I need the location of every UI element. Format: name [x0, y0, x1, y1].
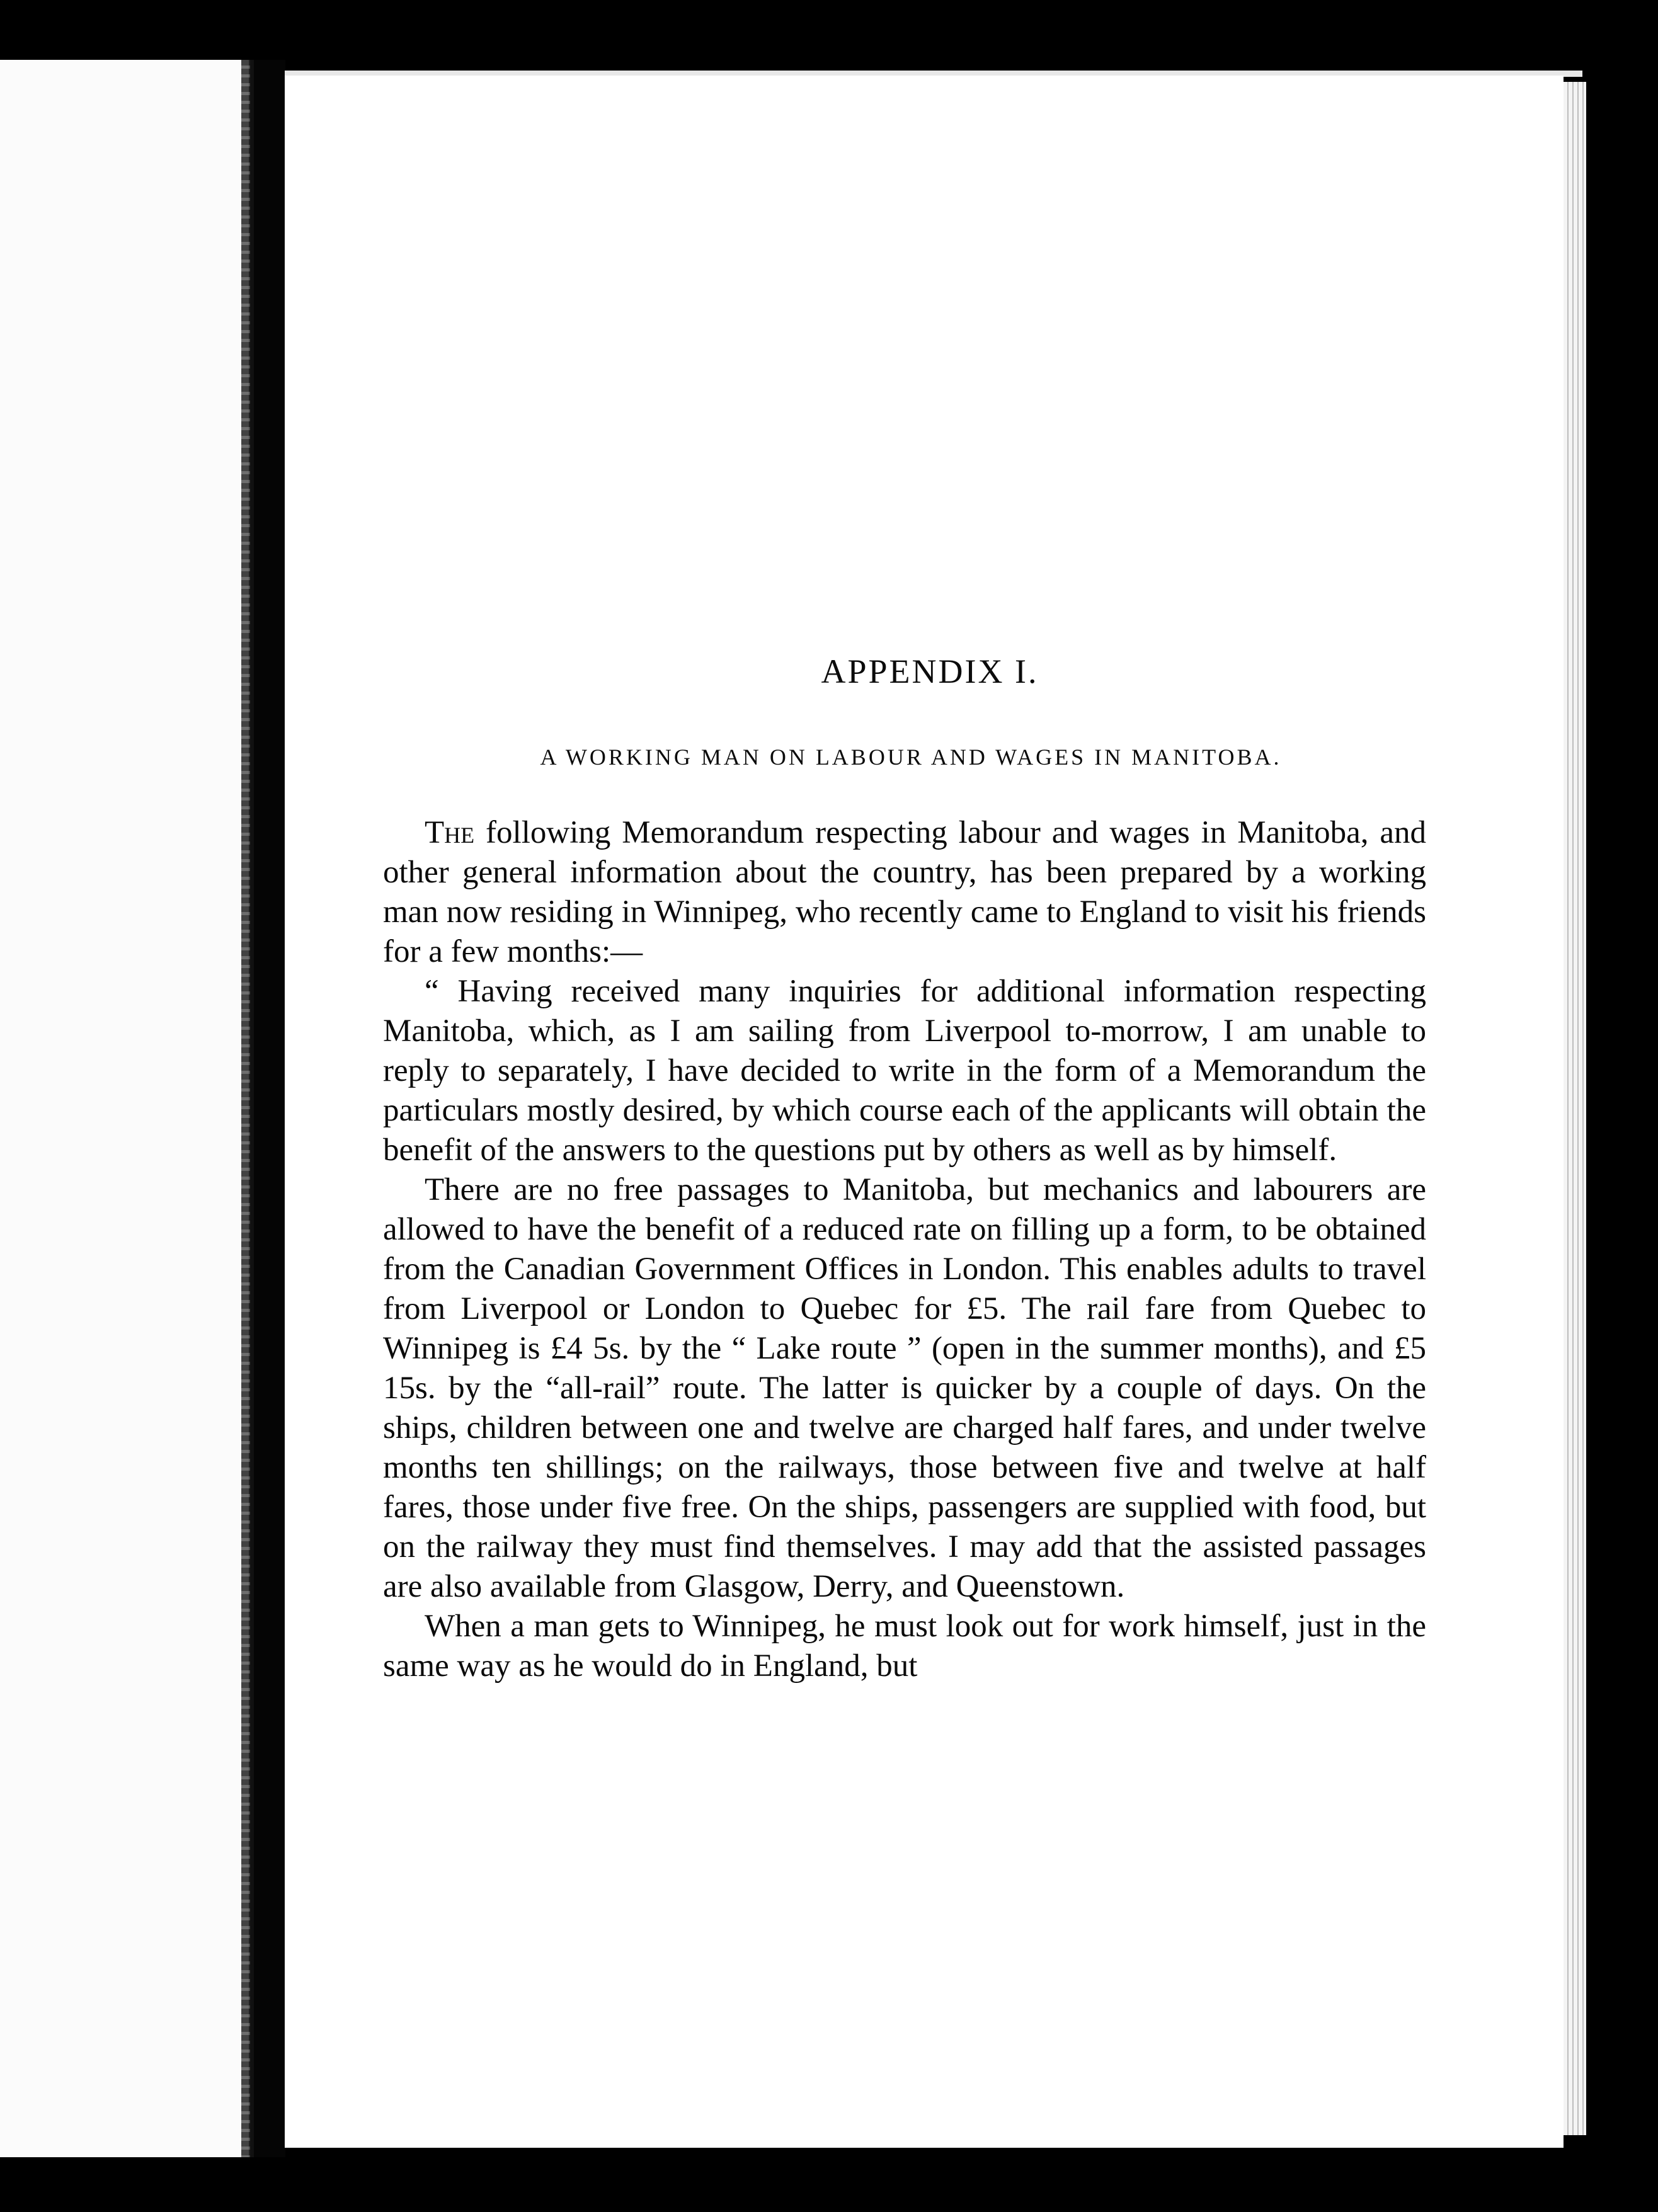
appendix-subheading: A WORKING MAN ON LABOUR AND WAGES IN MANITOBA.: [540, 744, 1282, 770]
paragraph-text: “ Having received many inquiries for additional information respecting Manitoba, which, as I am sailing from Liverpool to-morrow, I am unable to reply to separately, I have decided to write in the form of a Memorandum the particulars mostly desired, by which course each of the applicants will obtain the benefit of the answers to the questions put by others as well as by himself.: [383, 974, 1426, 1168]
page-stack-edge: [1564, 82, 1586, 2135]
paragraph-intro: [383, 813, 1426, 972]
paragraph-memorandum: [383, 972, 1426, 1170]
left-page-torn-edge: [241, 60, 250, 2157]
paragraph-winnipeg-work: [383, 1607, 1426, 1686]
left-blank-page: [0, 60, 254, 2157]
paragraph-lead-word: The: [425, 815, 475, 850]
paragraph-passages: [383, 1170, 1426, 1607]
paragraph-text: When a man gets to Winnipeg, he must look out for work himself, just in the same way as he would do in England, but: [383, 1609, 1426, 1684]
appendix-heading: APPENDIX I.: [821, 653, 1039, 690]
page-content: [383, 652, 1426, 1686]
paragraph-text: following Memorandum respecting labour and wages in Manitoba, and other general information about the country, has been prepared by a working man now residing in Winnipeg, who recently came to England to visit his friends for a few months:—: [383, 815, 1426, 969]
book-gutter: [254, 60, 285, 2157]
paragraph-text: There are no free passages to Manitoba, but mechanics and labourers are allowed to have the benefit of a reduced rate on filling up a form, to be obtained from the Canadian Government Offices in London. This enables adults to travel from Liverpool or London to Quebec for £5. The rail fare from Quebec to Winnipeg is £4 5s. by the “ Lake route ” (open in the summer months), and £5 15s. by the “all-rail” route. The latter is quicker by a couple of days. On the ships, children between one and twelve are charged half fares, and under twelve months ten shillings; on the railways, those between five and twelve at half fares, those under five free. On the ships, passengers are supplied with food, but on the railway they must find themselves. I may add that the assisted passages are also available from Glasgow, Derry, and Queenstown.: [383, 1172, 1426, 1604]
